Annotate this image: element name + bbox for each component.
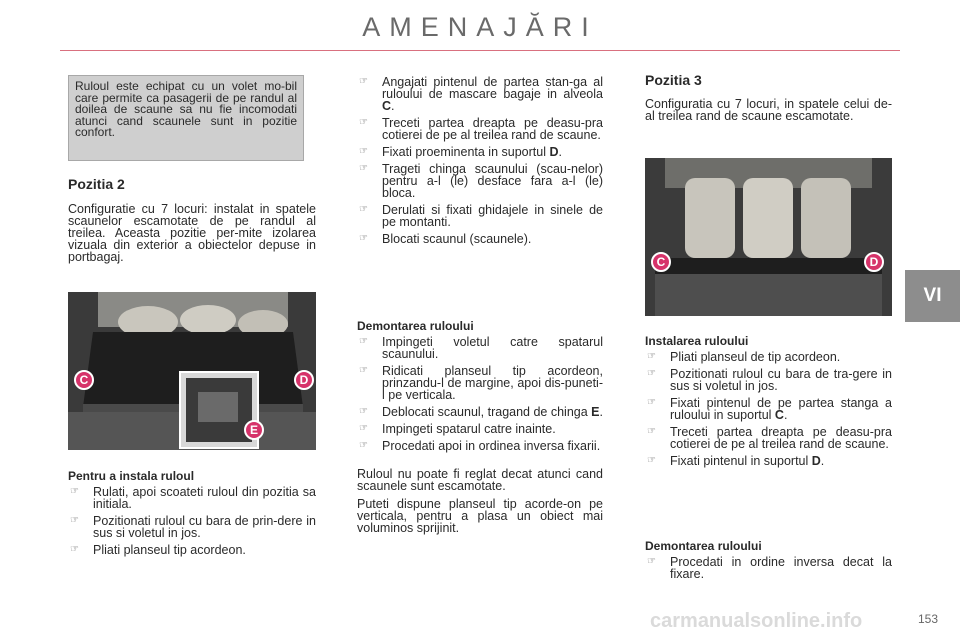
list-item: ☞ Impingeti voletul catre spatarul scaunului. <box>359 335 603 361</box>
list-item: ☞ Treceti partea dreapta pe deasu-pra cotierei de pe al treilea rand de scaune. <box>647 425 892 451</box>
left-column <box>68 178 316 263</box>
list-item: ☞ Rulati, apoi scoateti ruloul din pozitia sa initiala. <box>70 485 316 511</box>
hand-icon: ☞ <box>359 76 368 87</box>
hand-icon: ☞ <box>70 544 79 555</box>
install-title: Instalarea ruloului <box>645 334 749 348</box>
list-item: ☞ Derulati si fixati ghidajele in sinele de pe montanti. <box>359 203 603 229</box>
list-item: ☞ Blocati scaunul (scaunele). <box>359 232 532 246</box>
list-item: ☞ Pozitionati ruloul cu bara de prin-dere in sus si voletul in jos. <box>70 514 316 540</box>
removal-title: Demontarea ruloului <box>645 539 762 553</box>
mid-steps-list <box>357 76 603 245</box>
note-1: Ruloul nu poate fi reglat decat atunci cand scaunele sunt escamotate. <box>357 467 603 493</box>
install-list <box>68 486 316 556</box>
list-item: ☞ Pliati planseul de tip acordeon. <box>647 350 841 364</box>
list-item: ☞ Fixati proeminenta in suportul D. <box>359 145 562 159</box>
label-d-badge: D <box>864 252 884 272</box>
hand-icon: ☞ <box>647 397 656 408</box>
removal-list <box>645 556 892 580</box>
label-c-badge: C <box>74 370 94 390</box>
hand-icon: ☞ <box>359 233 368 244</box>
label-e-badge: E <box>244 420 264 440</box>
hand-icon: ☞ <box>359 423 368 434</box>
list-item: ☞ Impingeti spatarul catre inainte. <box>359 422 556 436</box>
trunk-photo-illustration <box>645 158 892 316</box>
chapter-tab[interactable]: VI <box>905 270 960 322</box>
hand-icon: ☞ <box>70 486 79 497</box>
page-number: 153 <box>918 612 939 626</box>
list-item: ☞ Trageti chinga scaunului (scau-nelor) pentru a-l (le) desface fara a-l (le) bloca. <box>359 162 603 200</box>
list-item: ☞ Angajati pintenul de partea stan-ga al ruloului de mascare bagaje in alveola C. <box>359 75 603 113</box>
install-title: Pentru a instala ruloul <box>68 469 195 483</box>
pos2-text: Configuratie cu 7 locuri: instalat in spatele scaunelor escamotate de pe randul al treilea. Aceasta pozitie per-mite izolarea vizuala din exterior a obiectelor depuse in portbagaj. <box>68 202 316 264</box>
hand-icon: ☞ <box>359 406 368 417</box>
list-item: ☞ Deblocati scaunul, tragand de chinga E. <box>359 405 603 419</box>
hand-icon: ☞ <box>359 204 368 215</box>
watermark: carmanualsonline.info <box>650 610 863 632</box>
hand-icon: ☞ <box>647 556 656 567</box>
list-item: ☞ Ridicati planseul tip acordeon, prinzandu-l de margine, apoi dis-puneti-l pe verticala. <box>359 364 603 402</box>
hand-icon: ☞ <box>70 515 79 526</box>
photo-position-3 <box>645 158 892 316</box>
note-2: Puteti dispune planseul tip acorde-on pe verticala, pentru a plasa un obiect mai voluminos sprijinit. <box>357 497 603 535</box>
trunk-photo-illustration <box>68 292 316 450</box>
hand-icon: ☞ <box>647 426 656 437</box>
list-item: ☞ Pliati planseul tip acordeon. <box>70 543 246 557</box>
hand-icon: ☞ <box>359 365 368 376</box>
hand-icon: ☞ <box>647 455 656 466</box>
title-divider <box>60 50 900 51</box>
hand-icon: ☞ <box>359 163 368 174</box>
hand-icon: ☞ <box>359 440 368 451</box>
list-item: ☞ Fixati pintenul de pe partea stanga a ruloului in suportul C. <box>647 396 892 422</box>
install-section-left <box>68 470 316 561</box>
install-list <box>645 351 892 467</box>
removal-section <box>357 320 603 534</box>
list-item: ☞ Procedati in ordine inversa decat la fixare. <box>647 555 892 581</box>
right-column <box>645 74 892 122</box>
pos2-title: Pozitia 2 <box>68 176 125 192</box>
list-item: ☞ Fixati pintenul in suportul D. <box>647 454 825 468</box>
pos3-text: Configuratia cu 7 locuri, in spatele celui de-al treilea rand de scaune escamotate. <box>645 97 892 123</box>
hand-icon: ☞ <box>647 351 656 362</box>
hand-icon: ☞ <box>359 336 368 347</box>
list-item: ☞ Treceti partea dreapta pe deasu-pra cotierei de pe al treilea rand de scaune. <box>359 116 603 142</box>
list-item: ☞ Procedati apoi in ordinea inversa fixarii. <box>359 439 601 453</box>
pos3-title: Pozitia 3 <box>645 72 702 88</box>
page-title: AMENAJĂRI <box>362 12 598 42</box>
photo-position-2 <box>68 292 316 450</box>
middle-column <box>357 76 603 250</box>
hand-icon: ☞ <box>647 368 656 379</box>
info-box: Ruloul este echipat cu un volet mo-bil care permite ca pasagerii de pe randul al doilea de scaune sa nu fie incomodati atunci cand scaunele sunt in pozitie confort. <box>68 75 304 161</box>
list-item: ☞ Pozitionati ruloul cu bara de tra-gere in sus si voletul in jos. <box>647 367 892 393</box>
install-section-right <box>645 335 892 472</box>
label-c-badge: C <box>651 252 671 272</box>
removal-list <box>357 336 603 452</box>
label-d-badge: D <box>294 370 314 390</box>
removal-section-right <box>645 540 892 585</box>
removal-title: Demontarea ruloului <box>357 319 474 333</box>
hand-icon: ☞ <box>359 146 368 157</box>
hand-icon: ☞ <box>359 117 368 128</box>
